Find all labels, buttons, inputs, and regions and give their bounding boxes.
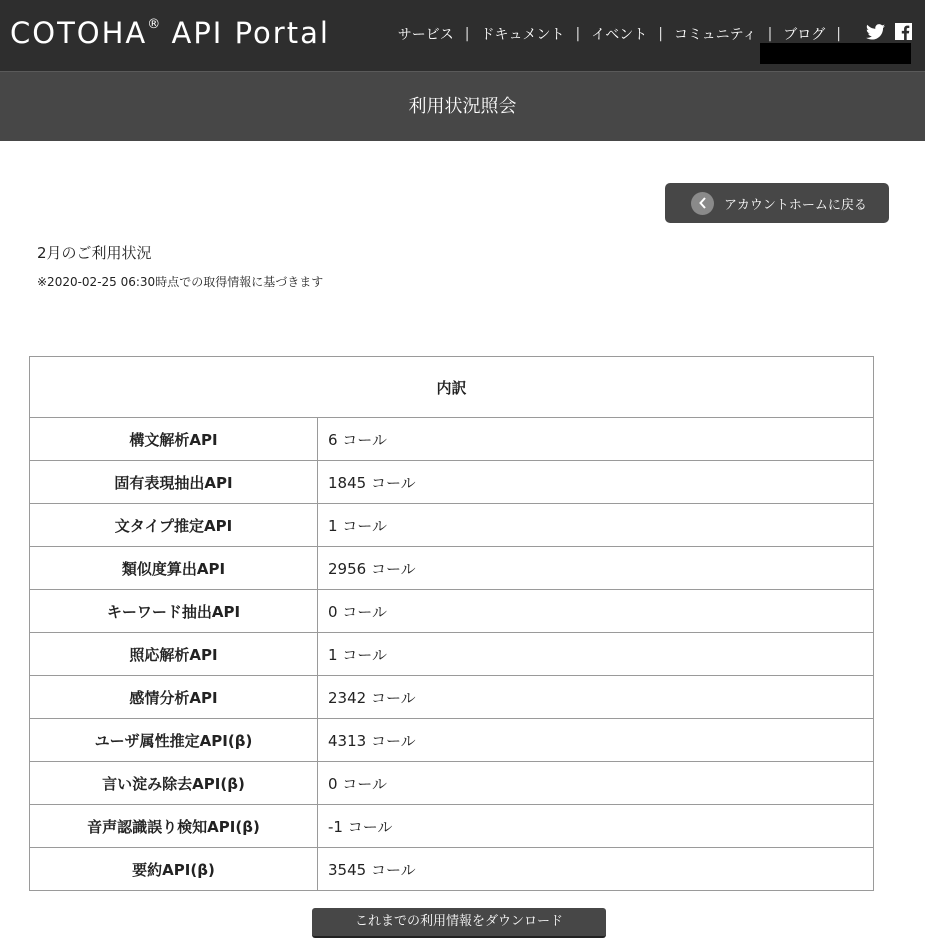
- table-row: [30, 633, 874, 676]
- top-nav: [398, 23, 912, 44]
- call-count: 3545 コール: [318, 848, 874, 891]
- call-count: 4313 コール: [318, 719, 874, 762]
- redacted-account-area: [760, 43, 911, 64]
- facebook-icon[interactable]: [895, 23, 912, 44]
- api-name: 構文解析API: [30, 418, 318, 461]
- registered-mark: ®: [147, 17, 161, 33]
- nav-item-events[interactable]: イベント: [591, 26, 648, 43]
- table-row: [30, 504, 874, 547]
- table-row: [30, 762, 874, 805]
- call-count: 1 コール: [318, 633, 874, 676]
- download-usage-button[interactable]: これまでの利用情報をダウンロード: [312, 908, 606, 938]
- month-usage-heading: 2月のご利用状況: [37, 244, 152, 262]
- nav-separator: |: [575, 25, 581, 42]
- call-count: 0 コール: [318, 762, 874, 805]
- api-name: 固有表現抽出API: [30, 461, 318, 504]
- usage-table: [29, 356, 874, 891]
- call-count: -1 コール: [318, 805, 874, 848]
- table-row: [30, 805, 874, 848]
- api-name: 音声認識誤り検知API(β): [30, 805, 318, 848]
- call-count: 2956 コール: [318, 547, 874, 590]
- api-name: 要約API(β): [30, 848, 318, 891]
- logo-suffix: API Portal: [171, 16, 330, 50]
- page-title: 利用状況照会: [408, 96, 517, 117]
- nav-item-blog[interactable]: ブログ: [783, 26, 826, 43]
- table-row: [30, 461, 874, 504]
- site-header: [0, 0, 925, 71]
- back-button-label: アカウントホームに戻る: [724, 197, 867, 213]
- logo-text: COTOHA: [10, 16, 148, 50]
- api-name: ユーザ属性推定API(β): [30, 719, 318, 762]
- table-row: [30, 719, 874, 762]
- nav-separator: |: [836, 25, 841, 42]
- page-title-bar: [0, 71, 925, 141]
- nav-separator: |: [658, 25, 663, 42]
- table-header: 内訳: [30, 357, 874, 418]
- nav-item-services[interactable]: サービス: [397, 26, 454, 43]
- chevron-left-icon: [691, 192, 714, 215]
- api-name: 文タイプ推定API: [30, 504, 318, 547]
- nav-separator: |: [464, 25, 470, 42]
- api-name: 感情分析API: [30, 676, 318, 719]
- call-count: 1 コール: [318, 504, 874, 547]
- back-to-account-home-button[interactable]: [665, 183, 889, 223]
- site-logo[interactable]: [10, 16, 330, 50]
- call-count: 2342 コール: [318, 676, 874, 719]
- table-row: [30, 590, 874, 633]
- api-name: 言い淀み除去API(β): [30, 762, 318, 805]
- nav-item-community[interactable]: コミュニティ: [673, 26, 757, 43]
- data-timestamp-note: ※2020-02-25 06:30時点での取得情報に基づきます: [37, 275, 324, 289]
- api-name: 類似度算出API: [30, 547, 318, 590]
- table-row: [30, 418, 874, 461]
- api-name: 照応解析API: [30, 633, 318, 676]
- call-count: 0 コール: [318, 590, 874, 633]
- social-links: [866, 23, 912, 44]
- nav-item-documents[interactable]: ドキュメント: [480, 26, 565, 43]
- table-row: [30, 547, 874, 590]
- nav-separator: |: [767, 25, 773, 42]
- table-row: [30, 676, 874, 719]
- twitter-icon[interactable]: [866, 24, 885, 44]
- table-header-row: [30, 357, 874, 418]
- api-name: キーワード抽出API: [30, 590, 318, 633]
- call-count: 6 コール: [318, 418, 874, 461]
- call-count: 1845 コール: [318, 461, 874, 504]
- table-row: [30, 848, 874, 891]
